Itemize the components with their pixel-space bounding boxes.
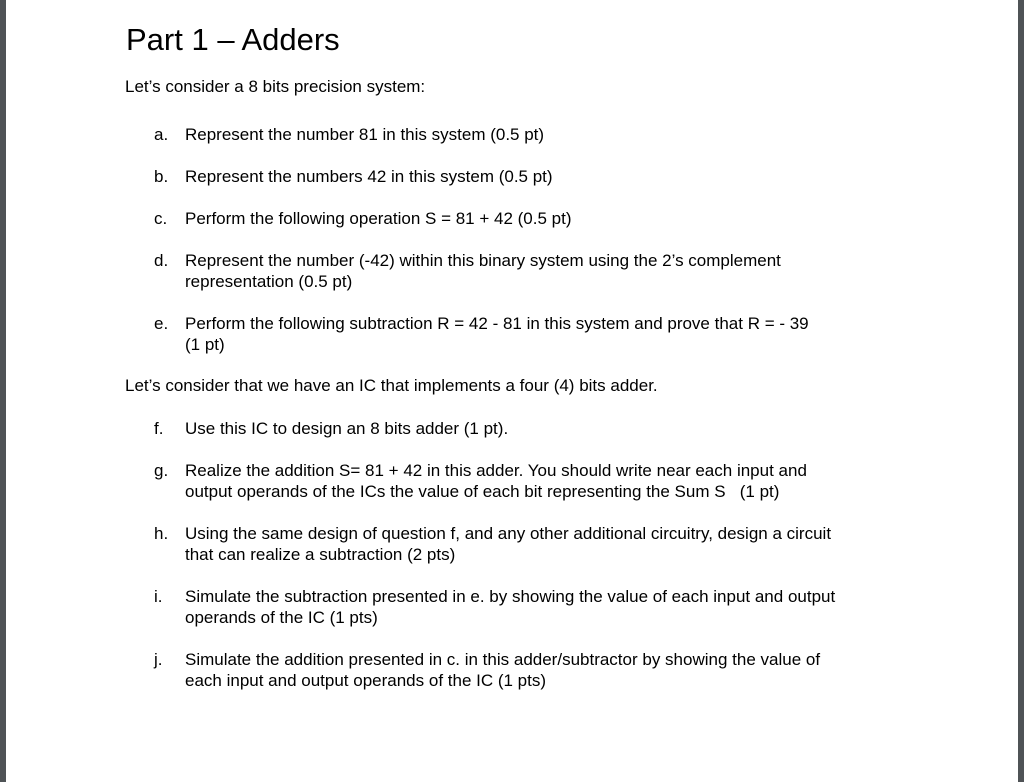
question-item-j [154, 649, 894, 691]
item-letter: h. [154, 524, 169, 543]
item-letter: a. [154, 125, 169, 144]
item-letter: c. [154, 209, 168, 228]
item-text-line-2: representation (0.5 pt) [185, 272, 353, 291]
intro-paragraph-precision: Let’s consider a 8 bits precision system: [125, 77, 426, 96]
question-item-c [154, 208, 894, 229]
item-text: Use this IC to design an 8 bits adder (1 pt). [185, 419, 509, 438]
item-text-line-2: (1 pt) [185, 335, 225, 354]
item-text-line-2: that can realize a subtraction (2 pts) [185, 545, 456, 564]
item-text-line-2: output operands of the ICs the value of each bit representing the Sum S (1 pt) [185, 482, 780, 501]
item-text-line-2: operands of the IC (1 pts) [185, 608, 378, 627]
question-item-e [154, 313, 894, 355]
page-title: Part 1 – Adders [126, 22, 340, 57]
document-page [6, 0, 1018, 782]
question-item-d [154, 250, 894, 292]
item-letter: d. [154, 251, 169, 270]
item-text-line-1: Simulate the addition presented in c. in this adder/subtractor by showing the value of [185, 650, 821, 669]
item-text: Represent the number 81 in this system (0.5 pt) [185, 125, 545, 144]
item-text-line-1: Realize the addition S= 81 + 42 in this adder. You should write near each input and [185, 461, 807, 480]
question-item-h [154, 523, 894, 565]
item-letter: f. [154, 419, 164, 438]
item-letter: e. [154, 314, 169, 333]
item-letter: j. [154, 650, 163, 669]
question-item-f [154, 418, 894, 439]
item-text-line-1: Using the same design of question f, and any other additional circuitry, design a circuit [185, 524, 832, 543]
question-item-b [154, 166, 894, 187]
item-text-line-1: Represent the number (-42) within this binary system using the 2’s complement [185, 251, 781, 270]
question-item-a [154, 124, 894, 145]
question-item-i [154, 586, 894, 628]
item-letter: i. [154, 587, 163, 606]
intro-paragraph-ic: Let’s consider that we have an IC that implements a four (4) bits adder. [125, 376, 658, 395]
item-text-line-1: Perform the following subtraction R = 42 - 81 in this system and prove that R = - 39 [185, 314, 809, 333]
item-letter: g. [154, 461, 169, 480]
item-text-line-1: Simulate the subtraction presented in e. by showing the value of each input and output [185, 587, 836, 606]
viewer-right-border [1018, 0, 1024, 782]
item-text-line-2: each input and output operands of the IC (1 pts) [185, 671, 547, 690]
item-letter: b. [154, 167, 169, 186]
item-text: Perform the following operation S = 81 + 42 (0.5 pt) [185, 209, 572, 228]
item-text: Represent the numbers 42 in this system (0.5 pt) [185, 167, 553, 186]
question-item-g [154, 460, 894, 502]
